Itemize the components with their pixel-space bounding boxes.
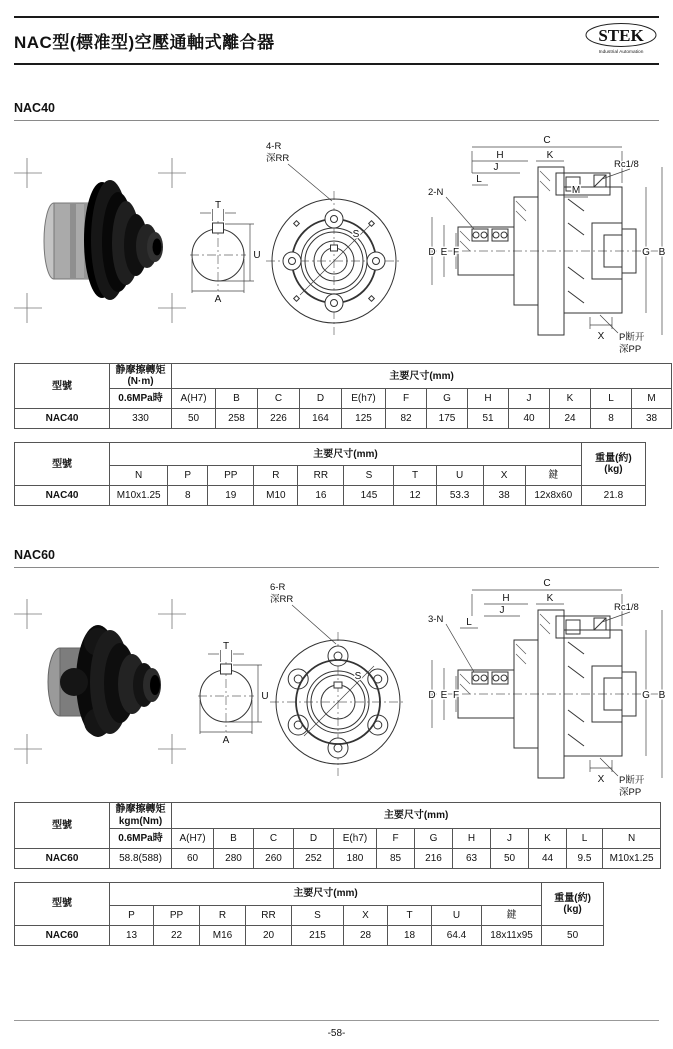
dim-value-cell: 82	[386, 409, 427, 429]
nac40-front-view	[258, 137, 410, 345]
dim-value-cell: 63	[453, 848, 491, 868]
dim-value-cell: 9.5	[567, 848, 603, 868]
dim-value-cell: 215	[292, 925, 344, 945]
dim-label-j: J	[493, 162, 499, 173]
hatching	[460, 614, 550, 694]
dim-label-f: F	[452, 690, 460, 702]
column-header-pressure: 0.6MPa時	[110, 828, 172, 848]
dim-column-header: PP	[208, 466, 254, 486]
dim-value-cell: 280	[214, 848, 254, 868]
bolt-callout-line1: 4-R	[266, 141, 282, 152]
air-port-callout: Rc1/8	[614, 159, 639, 170]
column-header-dims: 主要尺寸(mm)	[110, 443, 582, 466]
dim-value-cell: 145	[344, 486, 394, 506]
column-header-torque: 静摩擦轉矩 (N·m)	[110, 364, 172, 389]
dim-column-header: T	[388, 905, 432, 925]
dim-column-header: K	[529, 828, 567, 848]
column-header-model: 型號	[15, 364, 110, 409]
dim-value-cell: 38	[483, 486, 525, 506]
dim-column-header: PP	[154, 905, 200, 925]
weight-value-cell: 21.8	[581, 486, 645, 506]
page-footer	[14, 1020, 659, 1039]
dim-column-header: J	[509, 389, 550, 409]
nac60-product-photo	[14, 584, 194, 780]
dim-label-f: F	[452, 247, 460, 258]
dim-label-g: G	[642, 247, 650, 258]
bolt-callout-line2: 深RR	[270, 594, 294, 606]
bolt-count-callout: 2-N	[428, 187, 444, 198]
bolt-callout-line2: 深RR	[266, 153, 290, 164]
logo-text: STEK	[598, 26, 644, 45]
dim-label-c: C	[543, 135, 551, 146]
dim-column-header: RR	[298, 466, 344, 486]
column-header-model: 型號	[15, 443, 110, 486]
dim-value-cell: 180	[334, 848, 377, 868]
dim-label-x: X	[597, 774, 605, 786]
dim-value-cell: 60	[172, 848, 214, 868]
p-callout-line2: 深PP	[619, 344, 642, 355]
dim-label-a: A	[222, 735, 230, 747]
dim-column-header: S	[292, 905, 344, 925]
dim-value-cell: 18x11x95	[482, 925, 542, 945]
nac60-dimension-table-1	[14, 802, 661, 868]
nac60-front-view	[262, 578, 414, 786]
dim-label-l: L	[466, 617, 472, 629]
torque-value-cell: 58.8(588)	[110, 848, 172, 868]
dim-label-h: H	[496, 150, 504, 161]
dim-column-header: P	[168, 466, 208, 486]
dim-column-header: RR	[246, 905, 292, 925]
p-callout-line1: P断开	[619, 332, 645, 343]
dim-value-cell: 16	[298, 486, 344, 506]
page-header	[14, 16, 659, 65]
dim-column-header: F	[377, 828, 415, 848]
dim-column-header: G	[415, 828, 453, 848]
dim-label-j: J	[499, 605, 505, 617]
dim-value-cell: 19	[208, 486, 254, 506]
nac40-dimension-table-1	[14, 363, 672, 429]
dim-label-e: E	[440, 690, 448, 702]
dim-column-header: D	[294, 828, 334, 848]
column-header-dims: 主要尺寸(mm)	[172, 803, 661, 828]
dim-value-cell: 28	[344, 925, 388, 945]
dim-value-cell: 53.3	[436, 486, 483, 506]
section-heading-nac40: NAC40	[14, 99, 659, 121]
dim-column-header: E(h7)	[342, 389, 386, 409]
nac60-drawings	[14, 568, 666, 799]
dim-column-header: R	[200, 905, 246, 925]
dim-value-cell: 12	[394, 486, 436, 506]
dim-label-u: U	[253, 250, 261, 261]
dim-value-cell: 12x8x60	[525, 486, 581, 506]
nac40-shaft-view	[184, 193, 264, 305]
dim-label-d: D	[428, 690, 436, 702]
nac40-drawings	[14, 121, 666, 355]
dim-label-l: L	[476, 174, 482, 185]
dim-label-k: K	[546, 593, 554, 605]
dim-column-header: P	[110, 905, 154, 925]
dim-value-cell: 226	[258, 409, 300, 429]
dim-value-cell: 20	[246, 925, 292, 945]
column-header-torque: 静摩擦轉矩 kgm(Nm)	[110, 803, 172, 828]
dim-value-cell: M10x1.25	[603, 848, 661, 868]
dim-column-header: J	[491, 828, 529, 848]
catalog-page	[0, 16, 673, 1049]
dim-column-header: U	[436, 466, 483, 486]
dim-value-cell: 44	[529, 848, 567, 868]
column-header-model: 型號	[15, 803, 110, 848]
nac40-dimension-table-2	[14, 442, 646, 506]
dim-value-cell: 51	[468, 409, 509, 429]
dim-label-k: K	[546, 150, 554, 161]
dim-value-cell: 260	[254, 848, 294, 868]
dim-value-cell: 252	[294, 848, 334, 868]
model-name-cell: NAC60	[15, 848, 110, 868]
dim-value-cell: 8	[591, 409, 632, 429]
dim-column-header: G	[427, 389, 468, 409]
model-name-cell: NAC40	[15, 486, 110, 506]
dim-label-b: B	[658, 690, 666, 702]
dim-column-header: H	[468, 389, 509, 409]
clutch-photo-art	[44, 180, 163, 300]
dim-column-header: C	[254, 828, 294, 848]
dim-column-header: L	[591, 389, 632, 409]
p-callout-line2: 深PP	[619, 787, 642, 799]
dim-label-c: C	[543, 578, 551, 590]
page-number: -58-	[327, 1028, 346, 1039]
nac60-dimension-table-2	[14, 882, 604, 946]
dim-column-header: N	[110, 466, 168, 486]
bolt-count-callout: 3-N	[428, 614, 444, 626]
dim-value-cell: 64.4	[432, 925, 482, 945]
column-header-model: 型號	[15, 882, 110, 925]
dim-value-cell: M10	[254, 486, 298, 506]
model-name-cell: NAC40	[15, 409, 110, 429]
air-port-callout: Rc1/8	[614, 602, 639, 614]
dim-label-g: G	[642, 690, 650, 702]
dim-value-cell: 125	[342, 409, 386, 429]
dim-value-cell: 18	[388, 925, 432, 945]
nac60-cross-section	[416, 572, 672, 798]
dim-value-cell: 13	[110, 925, 154, 945]
dim-column-header: U	[432, 905, 482, 925]
clutch-photo-art	[48, 625, 161, 737]
dim-value-cell: 24	[550, 409, 591, 429]
dim-column-header: B	[216, 389, 258, 409]
dim-value-cell: 258	[216, 409, 258, 429]
dim-value-cell: 38	[632, 409, 672, 429]
dim-label-m: M	[571, 185, 581, 196]
column-header-weight: 重量(約) (kg)	[581, 443, 645, 486]
nac60-shaft-view	[192, 634, 272, 746]
bolt-callout-line1: 6-R	[270, 582, 286, 594]
dim-label-x: X	[597, 331, 605, 342]
section-heading-nac60: NAC60	[14, 546, 659, 568]
dimension-lines	[432, 147, 662, 335]
dim-value-cell: 22	[154, 925, 200, 945]
dim-value-cell: 175	[427, 409, 468, 429]
p-callout-line1: P断开	[619, 775, 645, 787]
dim-value-cell: 50	[491, 848, 529, 868]
column-header-weight: 重量(約) (kg)	[542, 882, 604, 925]
dim-column-header: 鍵	[482, 905, 542, 925]
dim-column-header: T	[394, 466, 436, 486]
dim-label-s: S	[354, 671, 362, 683]
dim-label-u: U	[261, 691, 269, 703]
dim-value-cell: 164	[300, 409, 342, 429]
nac40-product-photo	[14, 143, 194, 339]
column-header-dims: 主要尺寸(mm)	[110, 882, 542, 905]
dim-value-cell: M16	[200, 925, 246, 945]
dim-column-header: X	[483, 466, 525, 486]
dim-column-header: 鍵	[525, 466, 581, 486]
weight-value-cell: 50	[542, 925, 604, 945]
model-name-cell: NAC60	[15, 925, 110, 945]
column-header-dims: 主要尺寸(mm)	[172, 364, 672, 389]
page-title: NAC型(標准型)空壓通軸式離合器	[14, 32, 275, 52]
dim-label-b: B	[658, 247, 666, 258]
hatching	[460, 171, 550, 251]
dim-label-e: E	[440, 247, 448, 258]
dim-label-a: A	[214, 294, 222, 305]
column-header-pressure: 0.6MPa時	[110, 389, 172, 409]
dim-column-header: S	[344, 466, 394, 486]
dim-label-t: T	[222, 641, 230, 653]
dim-column-header: D	[300, 389, 342, 409]
dim-value-cell: 216	[415, 848, 453, 868]
nac40-cross-section	[416, 129, 672, 355]
dim-column-header: K	[550, 389, 591, 409]
dim-column-header: E(h7)	[334, 828, 377, 848]
dim-label-s: S	[352, 229, 360, 240]
dim-value-cell: 40	[509, 409, 550, 429]
dim-value-cell: M10x1.25	[110, 486, 168, 506]
dim-value-cell: 50	[172, 409, 216, 429]
dim-column-header: N	[603, 828, 661, 848]
dim-column-header: X	[344, 905, 388, 925]
dim-column-header: L	[567, 828, 603, 848]
dim-column-header: C	[258, 389, 300, 409]
dim-value-cell: 85	[377, 848, 415, 868]
dim-label-d: D	[428, 247, 436, 258]
dim-column-header: M	[632, 389, 672, 409]
dim-column-header: F	[386, 389, 427, 409]
dim-column-header: R	[254, 466, 298, 486]
dim-column-header: B	[214, 828, 254, 848]
dim-column-header: A(H7)	[172, 828, 214, 848]
torque-value-cell: 330	[110, 409, 172, 429]
stek-logo	[583, 21, 659, 59]
logo-subtitle: Industrial Automation	[598, 50, 644, 55]
dim-column-header: H	[453, 828, 491, 848]
dim-label-h: H	[502, 593, 510, 605]
dim-value-cell: 8	[168, 486, 208, 506]
dim-column-header: A(H7)	[172, 389, 216, 409]
dim-label-t: T	[214, 200, 222, 211]
